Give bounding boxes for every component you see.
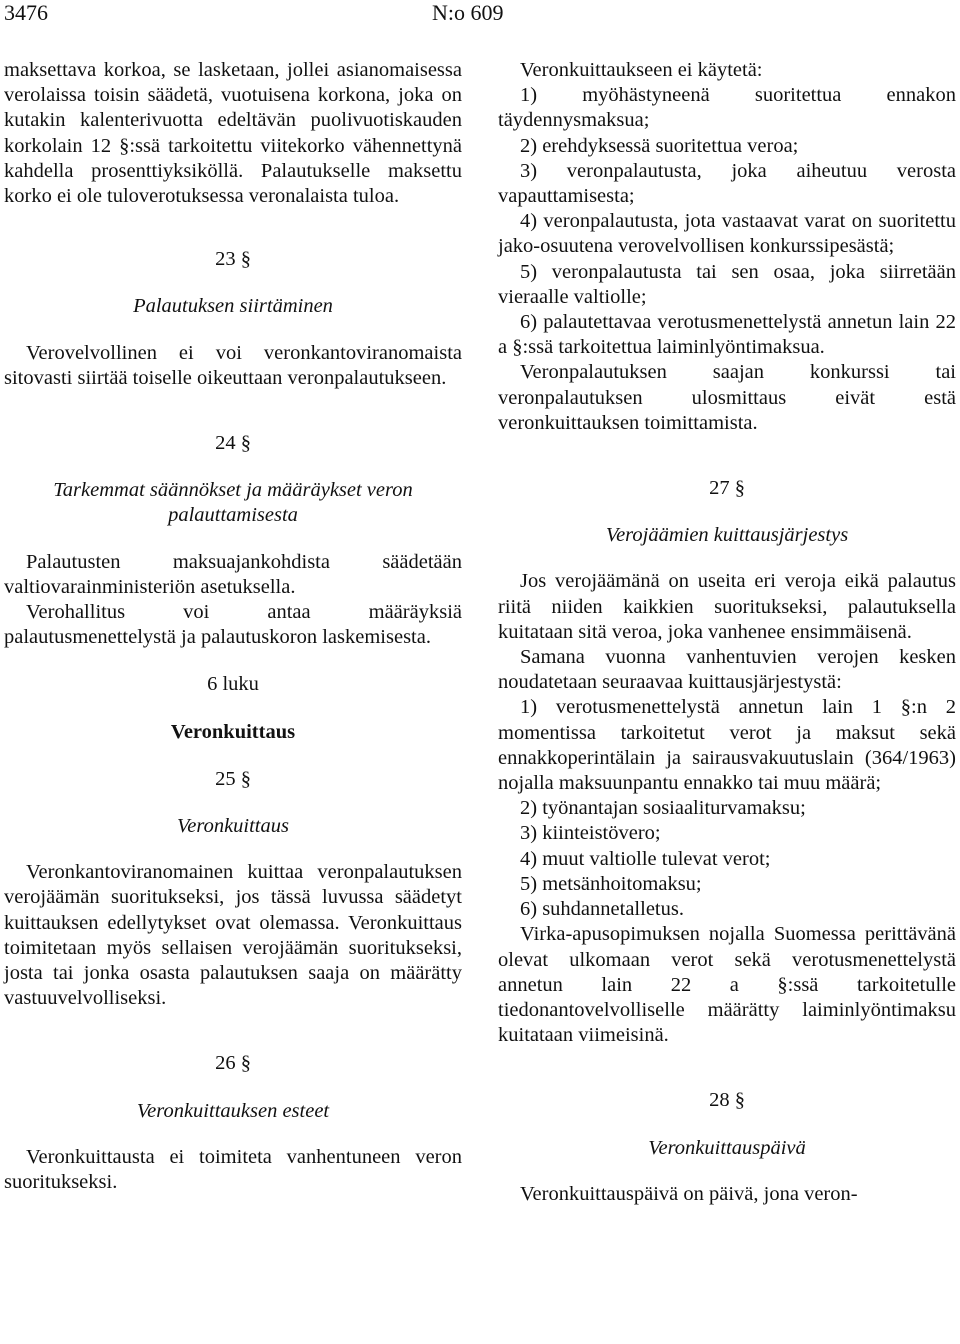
chapter-number: 6 luku [207,673,259,696]
list-item: 4) veronpalautusta, jota vastaavat varat on suoritettu jako-osuutena verovelvollisen konkurssipesästä; [498,210,956,258]
list-item: 5) metsänhoitomaksu; [520,872,702,895]
list-item: 4) muut valtiolle tulevat verot; [520,847,771,870]
section-28-number: 28 § [709,1089,745,1112]
section-24-paragraph-2: Verohallitus voi antaa määräyksiä palautusmenettelystä ja palautuskoron laskemisesta. [4,601,462,649]
section-26-paragraph: Veronkuittausta ei toimiteta vanhentuneen veron suoritukseksi. [4,1145,462,1194]
page-number: 3476 [4,0,48,25]
list-item: 6) palautettavaa verotusmenettelystä annetun lain 22 a §:ssä tarkoitettua laiminlyöntimaksua. [498,311,956,359]
list-item: 2) erehdyksessä suoritettua veroa; [520,134,799,157]
right-paragraph-2: Veronpalautuksen saajan konkurssi tai veronpalautuksen ulosmittaus eivät estä veronkuittauksen toimittamista. [498,361,956,434]
list-item: 5) veronpalautusta tai sen osaa, joka siirretään vieraalle valtiolle; [498,260,956,308]
section-24-title: Tarkemmat säännökset ja määräykset veron palauttamisesta [53,479,413,527]
section-23-number: 23 § [215,248,251,271]
section-26-title: Veronkuittauksen esteet [136,1099,330,1122]
list-item: 1) myöhästyneenä suoritettua ennakon täydennysmaksua; [498,84,956,132]
section-23-title: Palautuksen siirtäminen [133,295,333,318]
section-26-number: 26 § [215,1052,251,1075]
section-28-title: Veronkuittauspäivä [648,1136,806,1159]
section-25-number: 25 § [215,767,251,790]
section-27-paragraph-2: Samana vuonna vanhentuvien verojen kesken noudatetaan seuraavaa kuittausjärjestystä: [498,646,956,694]
list-item: 3) veronpalautusta, joka aiheutuu verosta vapauttamisesta; [498,159,956,208]
left-column [4,58,462,1195]
chapter-title: Veronkuittaus [170,720,296,743]
list-item: 3) kiinteistövero; [520,822,661,845]
section-27-paragraph-1: Jos verojäämänä on useita eri veroja eikä palautus riitä niiden kaikkien suoritukseksi, palautuksella kuitataan sitä veroa, joka vanhenee ensimmäisenä. [498,570,956,643]
paragraph-intro: maksettava korkoa, se lasketaan, jollei asianomaisessa verolaissa toisin säädetä, vuotuisena korkona, joka on kutakin kalenterivuotta edeltävän puolivuotiskauden korkolain 12 §:ssä tarkoitettu viitekorko vähennettynä kahdella prosenttiyksiköllä. Palautukselle maksettu korko ei ole tuloverotuksessa veronalaista tuloa. [4,59,462,208]
list-item: 6) suhdannetalletus. [520,898,684,921]
section-23-paragraph: Verovelvollinen ei voi veronkantoviranomaista sitovasti siirtää toiselle oikeuttaan veronpalautukseen. [4,341,462,389]
section-24-paragraph-1: Palautusten maksuajankohdista säädetään valtiovarainministeriön asetuksella. [4,550,462,598]
section-25-paragraph: Veronkantoviranomainen kuittaa veronpalautuksen verojäämän suoritukseksi, jos tässä luvussa säädetyt kuittauksen edellytykset ovat olemassa. Veronkuittaus toimitetaan myös sellaisen verojäämän suoritukseksi, josta tai jonka osasta palautuksen saaja on määrätty vastuuvelvolliseksi. [4,861,462,1010]
section-27-number: 27 § [709,477,745,500]
right-column [498,58,956,1207]
section-24-number: 24 § [215,432,251,455]
right-paragraph-1: Veronkuittaukseen ei käytetä: [520,59,763,81]
section-27-title: Verojäämien kuittausjärjestys [605,524,849,547]
section-25-title: Veronkuittaus [177,815,289,838]
issue-number: N:o 609 [432,0,504,25]
list-item: 1) verotusmenettelystä annetun lain 1 §:n 2 momentissa tarkoitetut verot ja maksut sekä ennakkoperintälain ja sairausvakuutuslain (364/1963) nojalla maksuunpantu ennakko tai muu määrä; [498,696,956,795]
page-header [0,0,960,30]
section-28-paragraph: Veronkuittauspäivä on päivä, jona veron- [520,1182,858,1205]
section-27-paragraph-3: Virka-apusopimuksen nojalla Suomessa perittävänä olevat ulkomaan verot sekä verotusmenettelystä annetun lain 22 a §:ssä tarkoitetulle tiedonantovelvolliselle määrätty laiminlyöntimaksu kuitataan viimeisinä. [498,923,956,1047]
list-item: 2) työnantajan sosiaaliturvamaksu; [520,797,806,820]
